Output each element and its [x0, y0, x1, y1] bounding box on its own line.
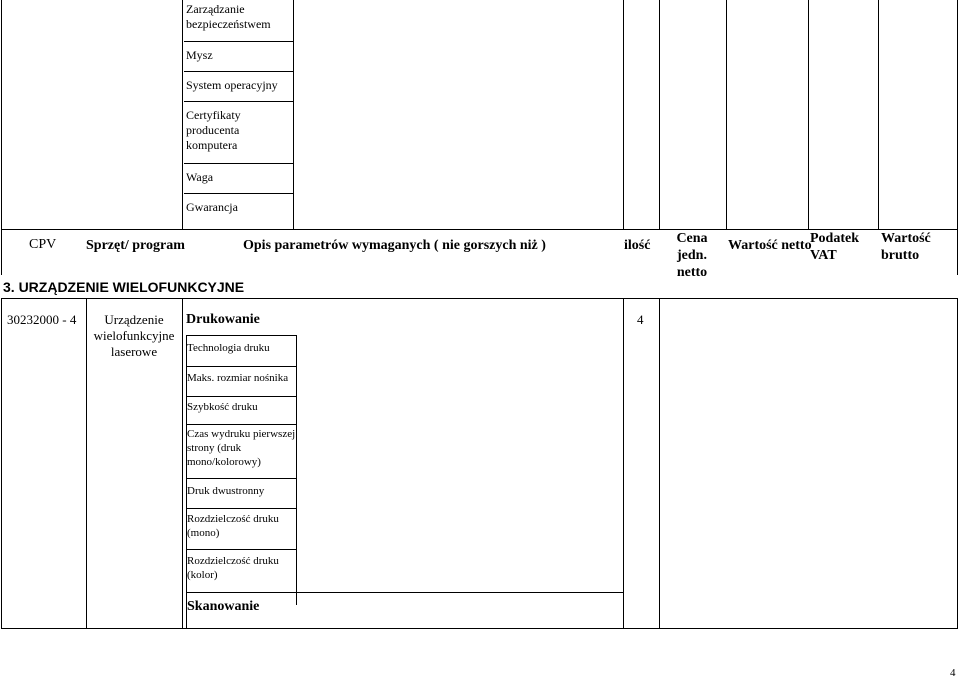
- page-number: 4: [950, 667, 956, 679]
- param-print-tech: Technologia druku: [187, 342, 270, 354]
- param-printing: Drukowanie: [186, 312, 260, 327]
- param-print-speed: Szybkość druku: [187, 401, 258, 413]
- cpv-code: 30232000 - 4: [7, 312, 77, 327]
- param-media-size: Maks. rozmiar nośnika: [187, 372, 289, 384]
- param-resolution-mono: Rozdzielczość druku (mono): [187, 513, 279, 539]
- header-quantity: ilość: [624, 238, 651, 253]
- row-weight: Waga: [186, 170, 214, 184]
- device-name: Urządzenie wielofunkcyjne laserowe: [93, 312, 175, 359]
- device-quantity: 4: [637, 312, 644, 327]
- header-vat: Podatek VAT: [810, 231, 859, 263]
- header-equipment: Sprzęt/ program: [86, 238, 185, 253]
- row-security-management: Zarządzanie bezpieczeństwem: [186, 2, 271, 31]
- param-resolution-color: Rozdzielczość druku (kolor): [187, 555, 279, 581]
- section-title: 3. URZĄDZENIE WIELOFUNKCYJNE: [3, 279, 245, 295]
- header-cpv: CPV: [29, 237, 57, 252]
- header-description: Opis parametrów wymaganych ( nie gorszych niż ): [243, 238, 546, 253]
- header-gross-value: Wartość brutto: [881, 231, 931, 263]
- param-duplex: Druk dwustronny: [187, 485, 265, 497]
- header-net-value: Wartość netto: [728, 238, 812, 253]
- row-operating-system: System operacyjny: [186, 78, 278, 92]
- row-warranty: Gwarancja: [186, 200, 238, 214]
- row-mouse: Mysz: [186, 48, 213, 62]
- param-scanning: Skanowanie: [187, 599, 260, 614]
- param-first-page: Czas wydruku pierwszej strony (druk mono/kolorowy): [187, 428, 296, 468]
- row-certificates: Certyfikaty producenta komputera: [186, 108, 241, 152]
- header-unit-price: Cena jedn. netto: [676, 231, 708, 280]
